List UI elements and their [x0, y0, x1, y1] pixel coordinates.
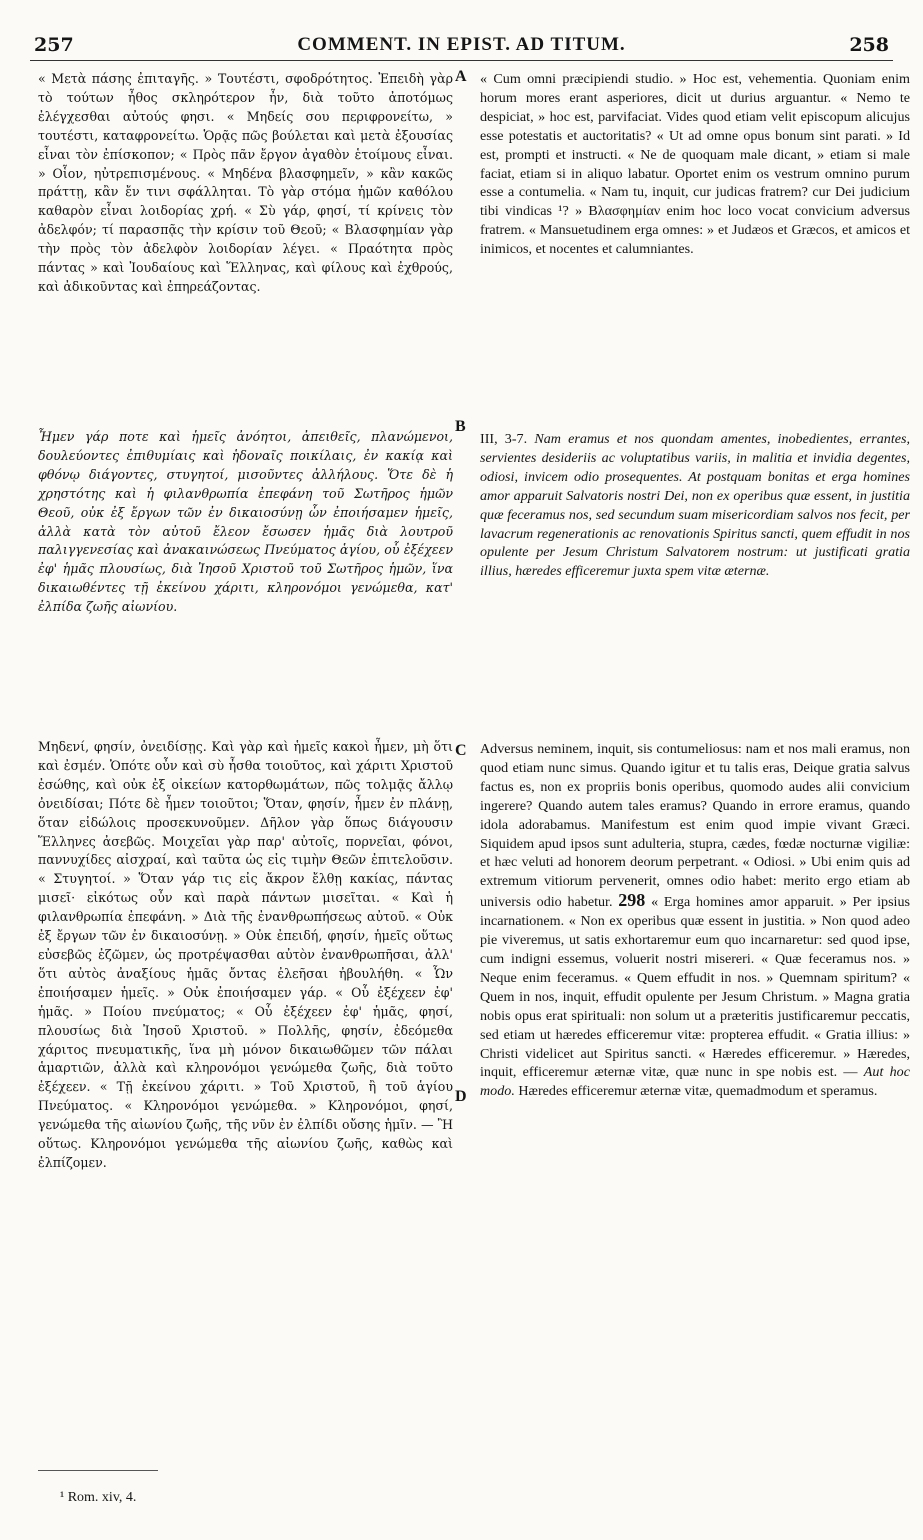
- greek-commentary-1: « Μετὰ πάσης ἐπιταγῆς. » Τουτέστι, σφοδρότητος. Ἐπειδὴ γὰρ τὸ τούτων ἦθος σκληρότερον ἦν, διὰ τοῦτο ἀποτόμως ἐλέγχεσθαι αὐτούς φησι. « Μηδείς σου περιφρονείτω, » τουτέστι, καταφρονείτω. Ὁρᾷς πῶς βούλεται καὶ μετὰ ἐξουσίας εἶναι τὸν ἐπίσκοπον; « Πρὸς πᾶν ἔργον ἀγαθὸν ἑτοίμους εἶναι. » Οἷον, ηὐτρεπισμένους. « Μηδένα βλασφημεῖν, » κἂν κακῶς πράττῃ, κἂν ἔν τινι σφάλληται. Τὸ γὰρ στόμα ἡμῶν καθόλου καθαρὸν εἶναι λοιδορίας χρή. « Σὺ γάρ, φησί, τί κρίνεις τὸν ἀδελφόν; τί παρασπᾷς τὴν κρίσιν τοῦ Θεοῦ; « Βλασφημίαν γὰρ τὴν πρὸς τὸν ἀδελφὸν λοιδορίαν λέγει. « Πραότητα πρὸς πάντας » καὶ Ἰουδαίους καὶ Ἕλληνας, καὶ φίλους καὶ ἐχθρούς, καὶ ἀδικοῦντας καὶ ἐπηρεάζοντας.: [38, 71, 453, 294]
- latin-commentary-1: « Cum omni præcipiendi studio. » Hoc est, vehementia. Quoniam enim horum mores erant asperiores, dicit ut durius arguantur. « Nemo te despiciat, » hoc est, parvifaciat. Vides quod etiam velit episcopum alicujus esse potestatis et auctoritatis? « Ut ad omne opus bonum sint parati. » Id est, prompti et instructi. « Ne de quoquam male dicant, » etiam si male faciat, etiam si in aliquo labatur. Oportet enim os vestrum omnino purum esse a contumelia. « Nam tu, inquit, cur judicas fratrem? cur Dei judicium tibi vindicas ¹? » Βλασφημίαν enim hoc loco vocat convicium adversus fratrem. « Mansuetudinem erga omnes: » et Judæos et Græcos, et amicos et inimicos, et nocentes et calumniantes.: [480, 71, 910, 258]
- running-title: COMMENT. IN EPIST. AD TITUM.: [297, 34, 626, 55]
- latin-commentary-2a: Adversus neminem, inquit, sis contumeliosus: nam et nos mali eramus, non quod etiam nunc simus. Quando igitur et tu talis eras, Deique gratia salvus factus es, non ex propriis bonis operibus, quomodo audes alii convicium ingerere? Quando autem tales eramus? Quando in errore eramus, quando idola adorabamus. Manifestum est enim quod impie vivant Græci. Siquidem apud ipsos sunt adulteria, stupra, cædes, fœdæ nocturnæ vigiliæ: et hæc veluti ad honorem deorum perpetrant. « Odiosi. » Ubi enim quis ad extremum vitiorum pervenerit, omnes odio habet: merito ergo etiam ab universis odio habetur.: [480, 741, 910, 911]
- column-number: 298: [618, 890, 646, 911]
- page-number-right: 258: [849, 34, 889, 56]
- latin-commentary-2: [480, 740, 910, 1101]
- greek-block-1: [38, 70, 453, 297]
- margin-letter-b: B: [455, 418, 466, 435]
- greek-block-3: [38, 738, 453, 1173]
- page-number-left: 257: [34, 34, 74, 56]
- margin-letter-c: C: [455, 742, 467, 759]
- scripture-reference: III, 3-7.: [480, 431, 528, 447]
- greek-commentary-2: Μηδενί, φησίν, ὀνειδίσῃς. Καὶ γὰρ καὶ ἡμεῖς κακοὶ ἦμεν, μὴ ὅτι καὶ ἐσμέν. Ὁπότε οὖν καὶ σὺ ἦσθα τοιοῦτος, καὶ χάριτι Χριστοῦ ἐσώθης, καὶ οὐκ ἐξ οἰκείων κατορθωμάτων, πῶς τολμᾷς ἄλλῳ ὀνειδίσαι; Πότε δὲ ἦμεν τοιοῦτοι; Ὅταν, φησίν, ἦμεν ἐν πλάνῃ, ὅταν εἰδώλοις προσεκυνοῦμεν. Δῆλον γὰρ ὅπως διάγουσιν Ἕλληνες ἀσεβῶς. Μοιχεῖαι γὰρ παρ' αὐτοῖς, πορνεῖαι, φόνοι, παννυχίδες αἰσχραί, καὶ ταῦτα ὡς εἰς τιμὴν Θεῶν ἐπιτελοῦσιν. « Στυγητοί. » Ὅταν γάρ τις εἰς ἄκρον ἔλθῃ κακίας, πάντας μισεῖ· εἰκότως οὖν καὶ παρὰ πάντων μισεῖται. « Καὶ ἡ φιλανθρωπία ἐπεφάνη. » Διὰ τῆς ἐνανθρωπήσεως αὐτοῦ. « Οὐκ ἐξ ἔργων τῶν ἐν δικαιοσύνῃ. » Οὐκ ἐπειδή, φησίν, ἡμεῖς οὕτως εὐσεβῶς ἐζῶμεν, ὡς προτρέψασθαι αὐτὸν ἐνανθρωπῆσαι, ἀλλ' ὅτι αὐτὸς ἀναξίους ἡμᾶς ὄντας ἐλεῆσαι ἠβουλήθη. « Ὧν ἐποιήσαμεν ἡμεῖς. » Οὐκ ἐποιήσαμεν γάρ. « Οὗ ἐξέχεεν ἐφ' ἡμᾶς. » Ποίου πνεύματος; « Οὗ ἐξέχεεν ἐφ' ἡμᾶς, φησί, πλουσίως διὰ Ἰησοῦ Χριστοῦ. » Πολλῆς, φησίν, ἐδεόμεθα χάριτος πνευματικῆς, ἵνα μὴ μόνον δικαιωθῶμεν τῶν πάλαι ἁμαρτιῶν, ἀλλὰ καὶ κληρονόμοι γενώμεθα ζωῆς, διὰ τοῦτο ἐξέχεεν. « Τῇ ἐκείνου χάριτι. » Τοῦ Χριστοῦ, ἢ τοῦ ἁγίου Πνεύματος. « Κληρονόμοι γενώμεθα. » Κληρονόμοι, φησί, γενώμεθα τῆς αἰωνίου ζωῆς, τῆς νῦν ἐν ἐλπίδι οὔσης ἡμῖν. — Ἢ οὕτως. Κληρονόμοι γενώμεθα τῆς αἰωνίου ζωῆς, καθὼς καὶ ἐλπίζομεν.: [38, 739, 453, 1170]
- margin-letter-a: A: [455, 68, 467, 85]
- margin-letter-d: D: [455, 1088, 467, 1105]
- latin-commentary-2b: « Erga homines amor apparuit. » Per ipsius incarnationem. « Non ex operibus quæ essent in justitia. » Non quod adeo pie viveremus, ut satis exhortaremur eum quo incarnaretur: sed quod ipse, cum indigni essemus, voluerit nostri misereri. « Quæ feceramus nos. » Neque enim feceramus. « Quem effudit in nos. » Quemnam spiritum? « Quem in nos, inquit, effudit opulente per Jesum Christum. » Magna gratia nobis opus erat spirituali: non solum ut a præteritis justificaremur peccatis, sed etiam ut hæredes efficeremur vitæ: propterea effudit. « Gratia illius: » Christi videlicet aut Spiritus sancti. « Hæredes efficeremur. » Hæredes, inquit, efficeremur æternæ vitæ, quæ nunc in spe nobis est. —: [480, 894, 910, 1081]
- running-header: [30, 30, 893, 61]
- latin-scripture-text: [480, 430, 910, 581]
- latin-block-1: [480, 70, 910, 259]
- latin-block-3: [480, 740, 910, 1101]
- footnote: ¹ Rom. xiv, 4.: [60, 1490, 137, 1505]
- latin-alt-reading-label: Aut hoc modo.: [480, 1064, 910, 1100]
- latin-commentary-2c: Hæredes efficeremur æternæ vitæ, quemadmodum et speramus.: [518, 1083, 878, 1100]
- greek-scripture-text: Ἦμεν γάρ ποτε καὶ ἡμεῖς ἀνόητοι, ἀπειθεῖς, πλανώμενοι, δουλεύοντες ἐπιθυμίαις καὶ ἡδοναῖς ποικίλαις, ἐν κακίᾳ καὶ φθόνῳ διάγοντες, στυγητοί, μισοῦντες ἀλλήλους. Ὅτε δὲ ἡ χρηστότης καὶ ἡ φιλανθρωπία ἐπεφάνη τοῦ Σωτῆρος ἡμῶν Θεοῦ, οὐκ ἐξ ἔργων τῶν ἐν δικαιοσύνῃ ὧν ἐποιήσαμεν ἡμεῖς, ἀλλὰ κατὰ τὸν αὐτοῦ ἔλεον ἔσωσεν ἡμᾶς διὰ λουτροῦ παλιγγενεσίας καὶ ἀνακαινώσεως Πνεύματος ἁγίου, οὗ ἐξέχεεν ἐφ' ἡμᾶς πλουσίως, διὰ Ἰησοῦ Χριστοῦ τοῦ Σωτῆρος ἡμῶν, ἵνα δικαιωθέντες τῇ ἐκείνου χάριτι, κληρονόμοι γενώμεθα, κατ' ἐλπίδα ζωῆς αἰωνίου.: [38, 429, 453, 615]
- latin-scripture-body: Nam eramus et nos quondam amentes, inobedientes, errantes, servientes desideriis ac voluptatibus variis, in malitia et invidia degentes, odiosi, invicem odio prosequentes. At postquam bonitas et erga homines amor apparuit Salvatoris nostri Dei, non ex operibus quæ essent, in justitia quæ feceramus nos, sed secundum suam misericordiam salvos nos fecit, per lavacrum regenerationis ac renovationis Spiritus sancti, quem effudit in nos opulente per Jesum Christum Salvatorem nostrum: ut justificati gratia illius, hæredes efficeremur juxta spem vitæ æternæ.: [480, 431, 910, 580]
- latin-block-2: [480, 430, 910, 581]
- greek-block-2: [38, 428, 453, 617]
- footnote-rule: [38, 1470, 158, 1471]
